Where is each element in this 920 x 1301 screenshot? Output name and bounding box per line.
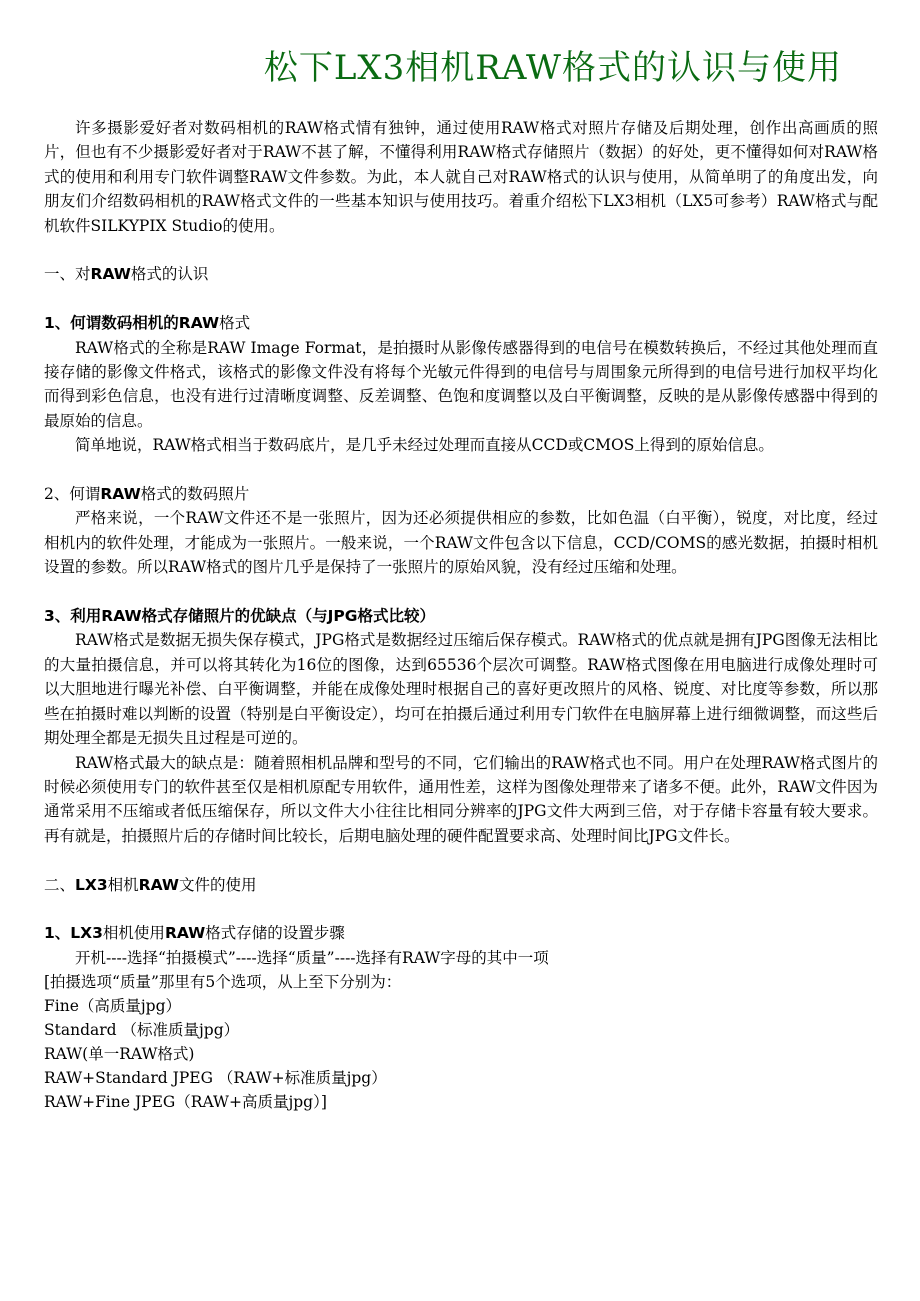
section-1-heading: 一、对RAW格式的认识 xyxy=(44,265,209,284)
subsection-1-1-paragraph-1: RAW格式的全称是RAW Image Format，是拍摄时从影像传感器得到的电信号在模数转换后，不经过其他处理而直接存储的影像文件格式，该格式的影像文件没有将每个光敏元件得到的电信号与周围象元所得到的电信号进行加权平均化而得到彩色信息，也没有进行过清晰度调整、反差调整、色饱和度调整以及白平衡调整，反映的是从影像传感器中得到的最原始的信息。 xyxy=(44,338,878,430)
quality-options-list xyxy=(44,970,878,1114)
quality-option: RAW(单一RAW格式) xyxy=(44,1045,195,1064)
quality-option: RAW+Fine JPEG（RAW+高质量jpg）] xyxy=(44,1093,327,1112)
subsection-1-2-heading: 2、何谓RAW格式的数码照片 xyxy=(44,485,250,504)
page-title: 松下LX3相机RAW格式的认识与使用 xyxy=(263,48,842,88)
document-body xyxy=(44,116,878,1114)
quality-option: RAW+Standard JPEG （RAW+标准质量jpg） xyxy=(44,1069,387,1088)
subsection-1-3-paragraph-2: RAW格式最大的缺点是：随着照相机品牌和型号的不同，它们输出的RAW格式也不同。用户在处理RAW格式图片的时候必须使用专门的软件甚至仅是相机原配专用软件，通用性差，这样为图像处理带来了诸多不便。此外，RAW文件因为通常采用不压缩或者低压缩保存，所以文件大小往往比相同分辨率的JPG文件大两到三倍，对于存储卡容量有较大要求。再有就是，拍摄照片后的存储时间比较长，后期电脑处理的硬件配置要求高、处理时间比JPG文件长。 xyxy=(44,753,878,845)
subsection-1-1-paragraph-2: 简单地说，RAW格式相当于数码底片，是几乎未经过处理而直接从CCD或CMOS上得到的原始信息。 xyxy=(75,436,774,455)
subsection-1-2-paragraph-1: 严格来说，一个RAW文件还不是一张照片，因为还必须提供相应的参数，比如色温（白平衡），锐度，对比度，经过相机内的软件处理，才能成为一张照片。一般来说，一个RAW文件包含以下信息，CCD/COMS的感光数据，拍摄时相机设置的参数。所以RAW格式的图片几乎是保持了一张照片的原始风貌，没有经过压缩和处理。 xyxy=(44,509,878,577)
subsection-1-3-paragraph-1: RAW格式是数据无损失保存模式，JPG格式是数据经过压缩后保存模式。RAW格式的优点就是拥有JPG图像无法相比的大量拍摄信息，并可以将其转化为16位的图像，达到65536个层次可调整。RAW格式图像在用电脑进行成像处理时可以大胆地进行曝光补偿、白平衡调整，并能在成像处理时根据自己的喜好更改照片的风格、锐度、对比度等参数，所以那些在拍摄时难以判断的设置（特别是白平衡设定），均可在拍摄后通过利用专门软件在电脑屏幕上进行细微调整，而这些后期处理全都是无损失且过程是可逆的。 xyxy=(44,631,878,748)
quality-option: Fine（高质量jpg） xyxy=(44,997,182,1016)
quality-options-note: [拍摄选项“质量”那里有5个选项，从上至下分别为： xyxy=(44,973,402,992)
quality-option: Standard （标准质量jpg） xyxy=(44,1021,240,1040)
subsection-2-1-heading: 1、LX3相机使用RAW格式存储的设置步骤 xyxy=(44,924,345,943)
setup-steps: 开机----选择“拍摄模式”----选择“质量”----选择有RAW字母的其中一项 xyxy=(75,948,549,967)
intro-paragraph: 许多摄影爱好者对数码相机的RAW格式情有独钟，通过使用RAW格式对照片存储及后期处理，创作出高画质的照片，但也有不少摄影爱好者对于RAW不甚了解，不懂得利用RAW格式存储照片（数据）的好处，更不懂得如何对RAW格式的使用和利用专门软件调整RAW文件参数。为此，本人就自己对RAW格式的认识与使用，从简单明了的角度出发，向朋友们介绍数码相机的RAW格式文件的一些基本知识与使用技巧。着重介绍松下LX3相机（LX5可参考）RAW格式与配机软件SILKYPIX Studio的使用。 xyxy=(44,119,878,235)
subsection-1-3-heading: 3、利用RAW格式存储照片的优缺点（与JPG格式比较） xyxy=(44,607,435,626)
subsection-1-1-heading: 1、何谓数码相机的RAW格式 xyxy=(44,314,251,333)
section-2-heading: 二、LX3相机RAW文件的使用 xyxy=(44,875,257,894)
